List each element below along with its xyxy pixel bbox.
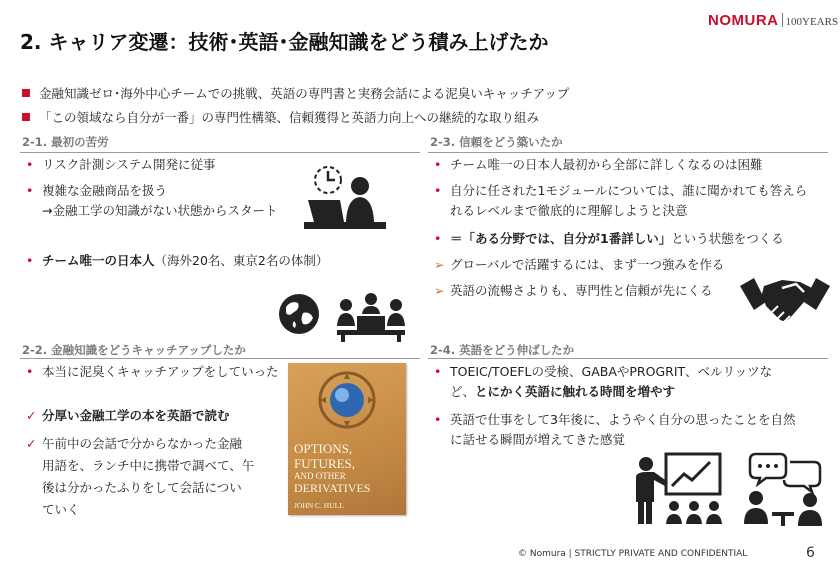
section-2-3-heading: 2-3. 信頼をどう築いたか — [430, 135, 563, 149]
list-item: • ＝「ある分野では、自分が1番詳しい」という状態をつくる — [434, 231, 784, 246]
section-2-2-heading: 2-2. 金融知識をどうキャッチアップしたか — [22, 343, 246, 357]
list-item: • 複雑な金融商品を扱う — [26, 183, 168, 198]
page-number: 6 — [806, 545, 815, 561]
list-item: • 英語で仕事をして3年後に、ようやく自分の思ったことを自然 — [434, 412, 796, 427]
list-item-continuation: に話せる瞬間が増えてきた感覚 — [450, 432, 626, 447]
list-item: ➢ グローバルで活躍するには、まず一つ強みを作る — [434, 257, 725, 272]
logo-years: 100YEARS — [785, 16, 839, 28]
intro-item-1: 金融知識ゼロ･海外中心チームでの挑戦、英語の専門書と実務会話による泥臭いキャッチアップ — [22, 84, 569, 102]
section-2-4-heading: 2-4. 英語をどう伸ばしたか — [430, 343, 575, 357]
section-rule — [20, 152, 420, 153]
list-item: • チーム唯一の日本人最初から全部に詳しくなるのは困難 — [434, 157, 763, 172]
footer-confidential: © Nomura | STRICTLY PRIVATE AND CONFIDENTIAL — [518, 549, 748, 559]
handshake-icon — [738, 272, 832, 330]
nomura-logo — [708, 10, 838, 29]
list-item: • チーム唯一の日本人（海外20名、東京2名の体制） — [26, 253, 329, 268]
list-item-continuation: ていく — [42, 502, 80, 517]
intro-item-2: 「この領域なら自分が一番」の専門性構築、信頼獲得と英語力向上への継続的な取り組み — [22, 108, 539, 126]
list-item-continuation: れるレベルまで徹底的に理解しようと決意 — [450, 203, 688, 218]
list-item-continuation: ど、とにかく英語に触れる時間を増やす — [450, 384, 676, 399]
check-item: ✓ 分厚い金融工学の本を英語で読む — [26, 408, 230, 423]
discussion-icon — [738, 450, 828, 528]
section-rule — [428, 152, 828, 153]
list-item: ➢ 英語の流暢さよりも、専門性と信頼が先にくる — [434, 283, 713, 298]
list-item: • TOEIC/TOEFLの受検、GABAやPROGRIT、ベルリッツな — [434, 364, 773, 379]
section-2-1-heading: 2-1. 最初の苦労 — [22, 135, 109, 149]
book-cover-image: OPTIONS, FUTURES, AND OTHER DERIVATIVES JOHN C. HULL — [288, 363, 406, 515]
person-at-laptop-icon — [300, 160, 390, 236]
meeting-icon — [333, 290, 409, 342]
clock-icon — [315, 167, 341, 193]
logo-brand: NOMURA — [708, 12, 779, 29]
list-item-continuation: 後は分かったふりをして会話につい — [42, 480, 242, 495]
presenter-icon — [632, 452, 724, 528]
globe-icon — [276, 291, 322, 337]
list-item: • 自分に任された1モジュールについては、誰に聞かれても答えら — [434, 183, 808, 198]
list-item: • リスク計測システム開発に従事 — [26, 157, 216, 172]
page-title: 2. キャリア変遷：技術･英語･金融知識をどう積み上げたか — [20, 30, 549, 54]
list-item: • 本当に泥臭くキャッチアップをしていった — [26, 364, 279, 379]
check-item: ✓ 午前中の会話で分からなかった金融 — [26, 436, 243, 451]
list-item-continuation: →金融工学の知識がない状態からスタート — [42, 203, 278, 218]
section-rule — [20, 358, 420, 359]
list-item-continuation: 用語を、ランチ中に携帯で調べて、午 — [42, 458, 255, 473]
section-rule — [428, 358, 828, 359]
